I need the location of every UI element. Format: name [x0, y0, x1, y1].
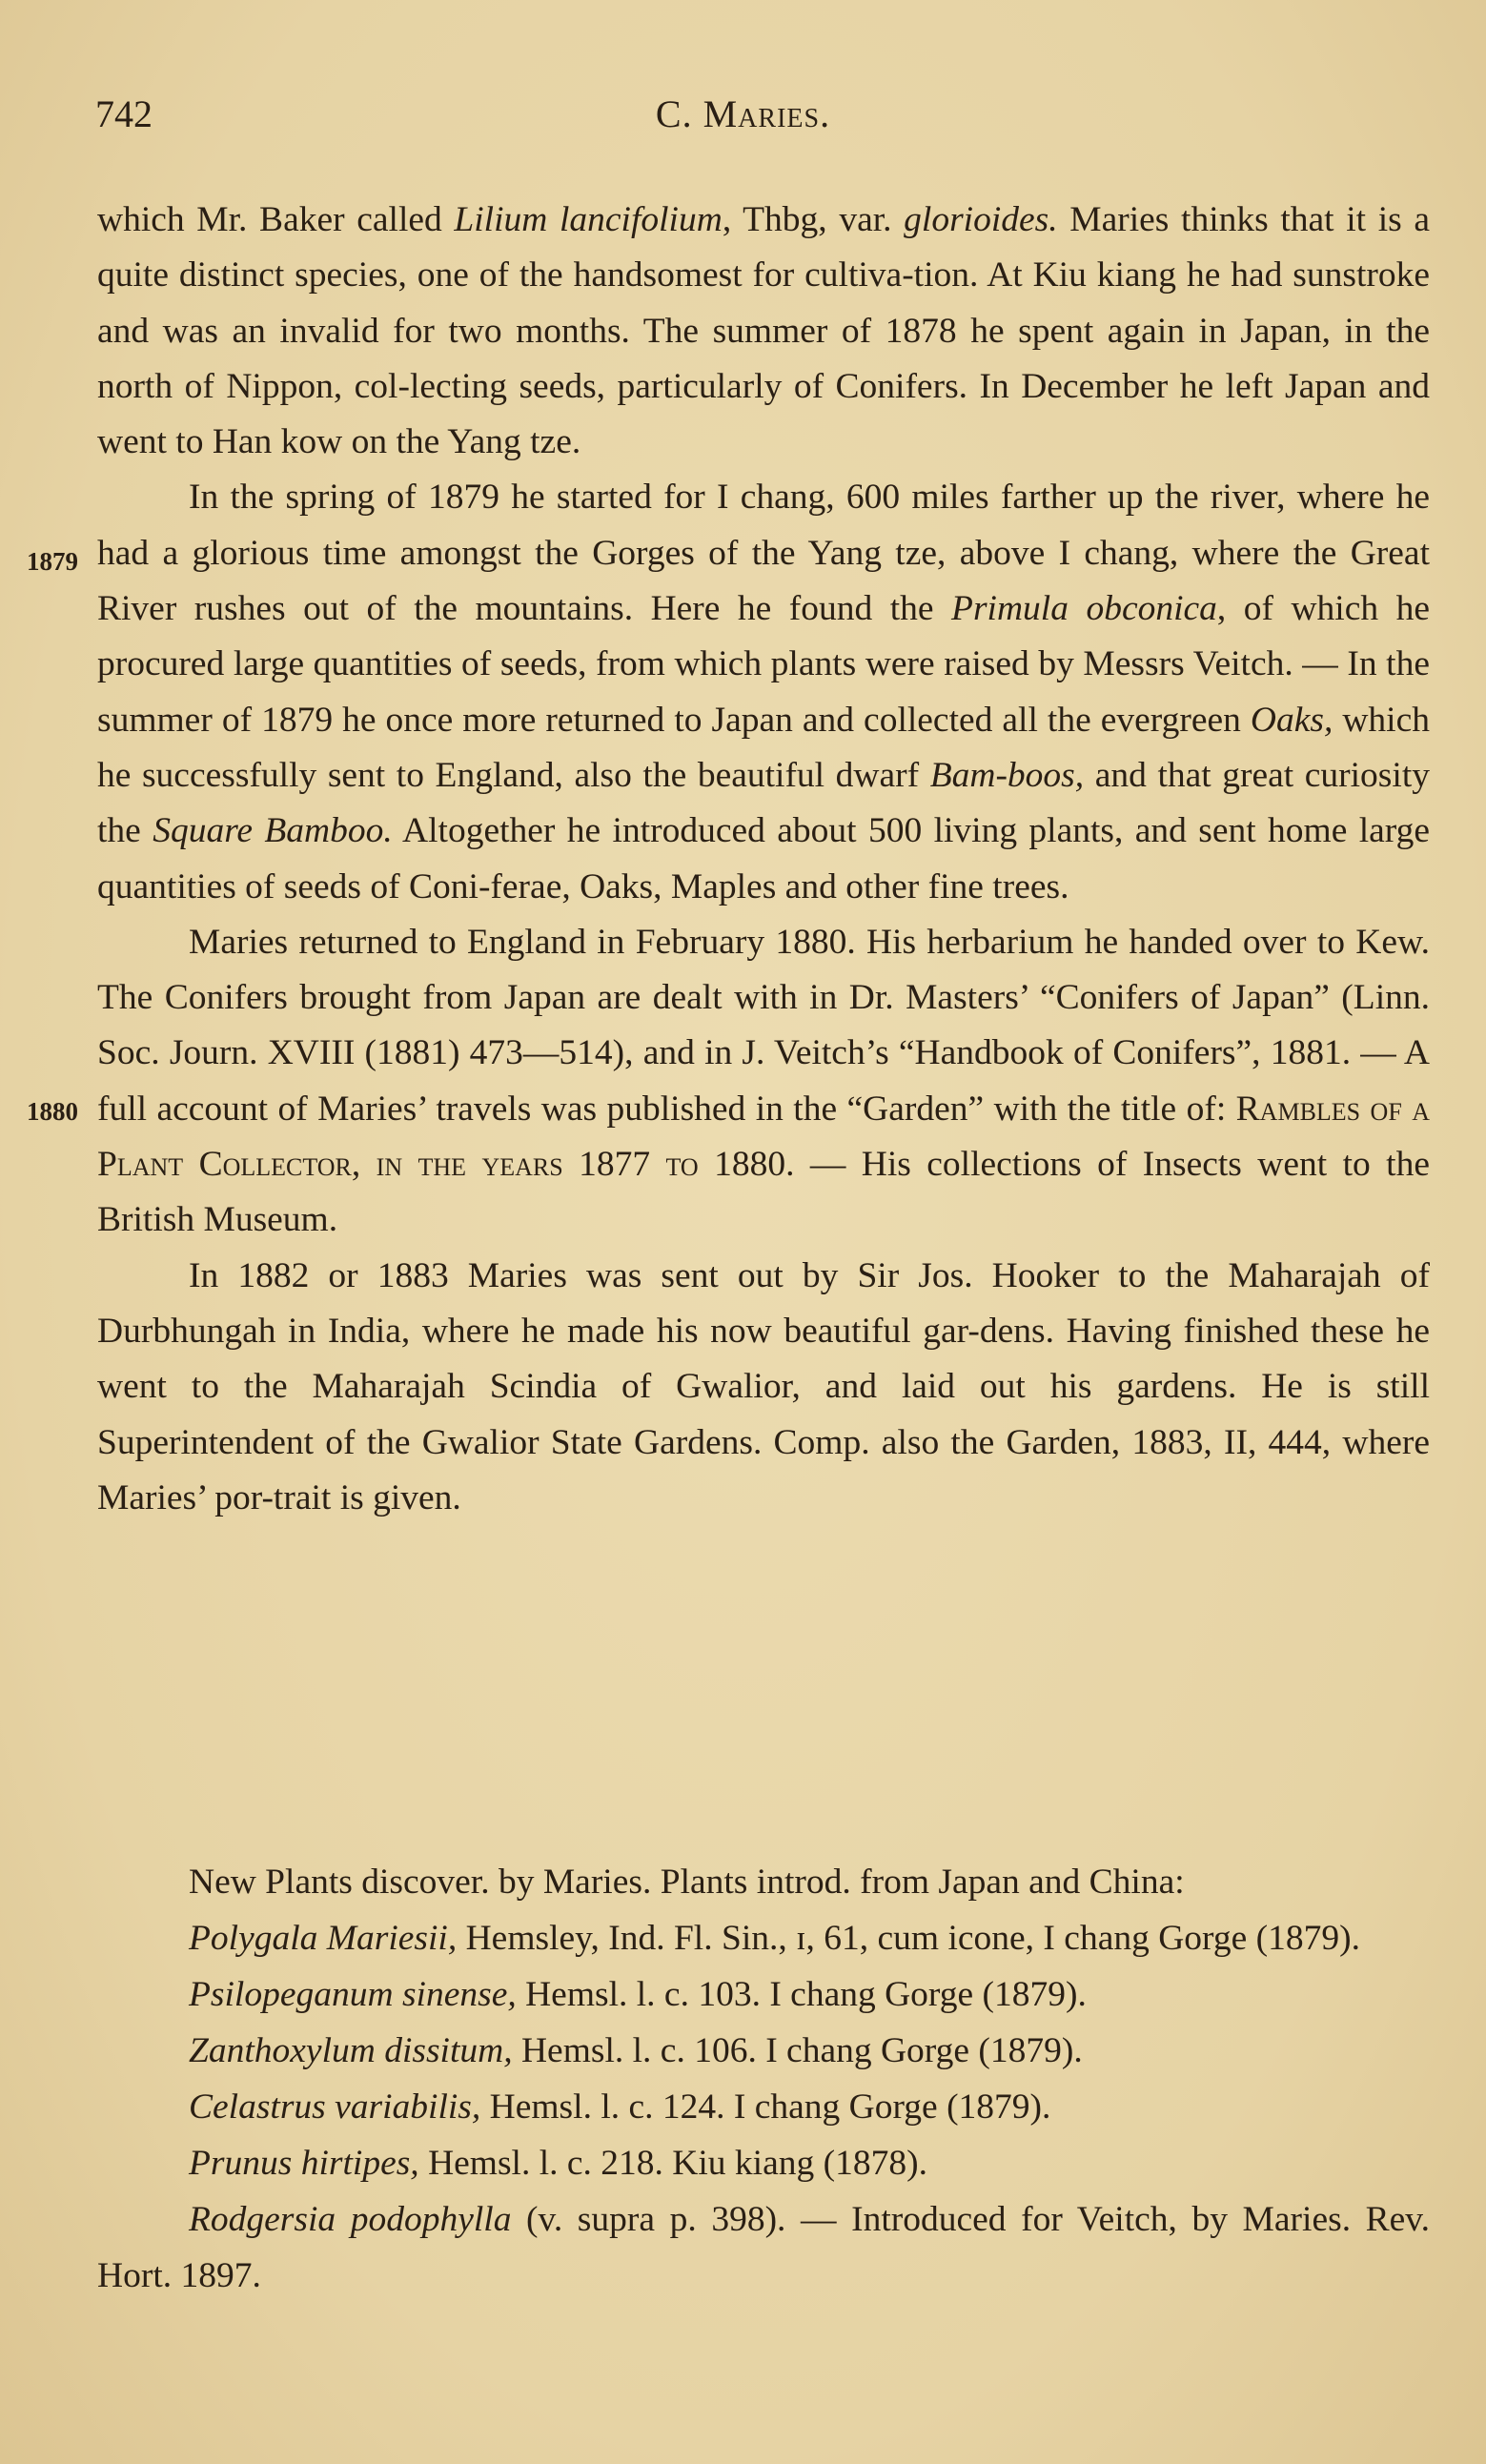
page-number: 742: [95, 92, 153, 135]
new-plants-list: [97, 1854, 1430, 2304]
taxon-name: glorioides.: [904, 200, 1058, 239]
list-item: Psilopeganum sinense, Hemsl. l. c. 103. I chang Gorge (1879).: [189, 1975, 1087, 2014]
taxon-name: Lilium lancifolium: [454, 200, 723, 239]
publication-title: Rambles of a Plant Collector, in the years 1877 to 1880.: [97, 1089, 1430, 1185]
paragraph-4: In 1882 or 1883 Maries was sent out by Sir Jos. Hooker to the Maharajah of Durbhungah in India, where he made his now beautiful gar-dens. Having finished these he went to the Maharajah Scindia of Gwalior, and laid out his gardens. He is still Superintendent of the Gwalior State Gardens. Comp. also the Garden, 1883, II, 444, where Maries’ por-trait is given.: [97, 1255, 1430, 1517]
taxon-name: Primula obconica: [951, 589, 1217, 629]
paragraph-3: Maries returned to England in February 1880. His herbarium he handed over to Kew. The Conifers brought from Japan are dealt with in Dr. Masters’ “Conifers of Japan” (Linn. Soc. Journ. XVIII (1881) 473—514), and in J. Veitch’s “Handbook of Conifers”, 1881. — A full account of Maries’ travels was published in the “Garden” with the title of: Rambles of a Plant Collector, in the years 1877 to 1880. — His collections of Insects went to the British Museum.: [97, 922, 1430, 1240]
paragraph-1: which Mr. Baker called Lilium lancifolium, Thbg, var. glorioides. Maries thinks that it is a quite distinct species, one of the handsomest for cultiva-tion. At Kiu kiang he had sunstroke and was an invalid for two months. The summer of 1878 he spent again in Japan, in the north of Nippon, col-lecting seeds, particularly of Conifers. In December he left Japan and went to Han kow on the Yang tze.: [97, 200, 1431, 462]
list-item: Celastrus variabilis, Hemsl. l. c. 124. I chang Gorge (1879).: [189, 2087, 1051, 2127]
page-header: [0, 92, 1486, 149]
paragraph-2: In the spring of 1879 he started for I chang, 600 miles farther up the river, where he had a glorious time amongst the Gorges of the Yang tze, above I chang, where the Great River rushes out of the mountains. Here he found the Primula obconica, of which he procured large quantities of seeds, from which plants were raised by Messrs Veitch. — In the summer of 1879 he once more returned to Japan and collected all the evergreen Oaks, which he successfully sent to England, also the beautiful dwarf Bam-boos, and that great curiosity the Square Bamboo. Altogether he introduced about 500 living plants, and sent home large quantities of seeds of Coni-ferae, Oaks, Maples and other fine trees.: [97, 478, 1430, 906]
list-item: Prunus hirtipes, Hemsl. l. c. 218. Kiu kiang (1878).: [189, 2144, 927, 2183]
taxon-name: Bam-boos,: [929, 755, 1085, 795]
taxon-name: Square Bamboo.: [153, 811, 393, 851]
list-item: Zanthoxylum dissitum, Hemsl. l. c. 106. I chang Gorge (1879).: [189, 2031, 1083, 2070]
taxon-name: Oaks,: [1250, 700, 1333, 740]
list-item: Polygala Mariesii, Hemsley, Ind. Fl. Sin., ɪ, 61, cum icone, I chang Gorge (1879).: [189, 1919, 1360, 1958]
margin-year-1879: 1879: [27, 547, 78, 576]
body-text: [97, 193, 1430, 1526]
margin-year-1880: 1880: [27, 1097, 78, 1126]
running-head: C. Maries.: [655, 92, 831, 135]
list-heading: New Plants discover. by Maries. Plants introd. from Japan and China:: [189, 1863, 1185, 1902]
list-item: Rodgersia podophylla (v. supra p. 398). — Introduced for Veitch, by Maries. Rev. Hort. 1897.: [97, 2200, 1430, 2295]
